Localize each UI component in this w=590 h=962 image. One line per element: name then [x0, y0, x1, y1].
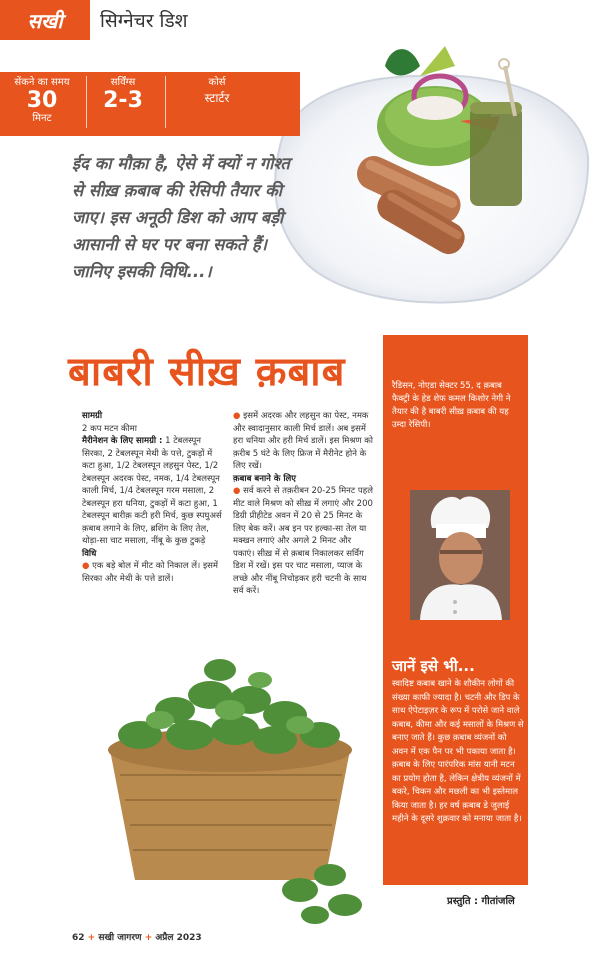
ingredients-heading: सामग्री	[82, 411, 103, 421]
page-number: 62	[72, 933, 85, 943]
tip-body: स्वादिष्ट कबाब खाने के शौकीन लोगों की संख्या काफी ज्यादा है। चटनी और डिप के साथ ऐपेटाइज़र के रूप में परोसे जाने वाले कबाब, कीमा और कई मसालों के मिश्रण से बनाए जाते हैं। कुछ क़बाब व्यंजनों को अवन में एक पैन पर भी पकाया जाता है। क़बाब के लिए पारंपरिक मांस यानी मटन का प्रयोग होता है, लेकिन क्षेत्रीय व्यंजनों में बकरे, चिकन और मछली का भी इस्तेमाल किया जाता है। हर वर्ष क़बाब डे जुलाई महीने के दूसरे शुक्रवार को मनाया जाता है।	[392, 679, 524, 824]
magazine-logo: सखी	[0, 0, 90, 40]
method-step-1: एक बड़े बोल में मीट को निकाल लें। इसमें सिरका और मेथी के पत्ते डालें।	[82, 561, 218, 584]
cooking-time-unit: मिनट	[32, 113, 52, 124]
intro-text: ईद का मौक़ा है, ऐसे में क्यों न गोश्त से सीख़ क़बाब की रेसिपी तैयार की जाए। इस अनूठी डिश को आप बड़ी आसानी से घर पर बना सकते हैं। जानिए इसकी विधि...।	[72, 154, 290, 281]
fenugreek-basket-photo	[80, 640, 380, 930]
cooking-time-label: सेंकने का समय	[14, 77, 70, 88]
bullet-icon: ●	[233, 486, 241, 496]
dish-title: बाबरी सीख़ क़बाब	[68, 349, 346, 395]
section-title: सिग्नेचर डिश	[100, 10, 188, 32]
chef-photo	[410, 490, 510, 620]
kebab-heading: क़बाब बनाने के लिए	[233, 473, 296, 484]
tip-heading: जानें इसे भी...	[392, 657, 475, 675]
method-step-2: इसमें अदरक और लहसुन का पेस्ट, नमक और स्वादानुसार काली मिर्च डालें। अब इसमें हरा धनिया और हरी मिर्च डालें। इस मिश्रण को क़रीब 5 घंटे के लिए फ्रिज में मैरीनेट होने के लिए रखें।	[233, 411, 373, 471]
cooking-time-cell	[4, 76, 80, 125]
servings-cell	[90, 76, 156, 113]
recipe-info-band	[0, 72, 300, 136]
recipe-column-1	[82, 410, 224, 585]
kebab-plate-photo	[270, 36, 590, 306]
marination-text: 1 टेबलस्पून सिरका, 2 टेबलस्पून मेथी के पत्ते, टुकड़ों में कटा हुआ, 1/2 टेबलस्पून लहसुन पेस्ट, 1/2 टेबलस्पून अदरक पेस्ट, नमक, 1/4 टेबलस्पून काली मिर्च, 1/4 टेबलस्पून गरम मसाला, 2 टेबलस्पून हरा धनिया, टुकड़ों में कटा हुआ, 1 टेबलस्पून बारीक़ कटी हरी मिर्च, कुछ स्पघुअर्स क़बाब लगाने के लिए, ब्रशिंग के लिए तेल, थोड़ा-सा चाट मसाला, नींबू के कुछ टुकड़े	[82, 436, 222, 546]
servings-label: सर्विंग्स	[110, 77, 136, 88]
method-step-3: सर्व करने से तक़रीबन 20-25 मिनट पहले मीट वाले मिश्रण को सीख़ में लगाएं और 200 डिग्री प्रीहीटेड अवन में 20 से 25 मिनट के लिए बेक करें। अब इन पर हल्का-सा तेल या मक्खन लगाएं और अगले 2 मिनट और पकाएं। सीख़ में से क़बाब निकालकर सर्विंग डिश में रखें। इस पर चाट मसाला, प्याज के लच्छे और नींबू निचोड़कर हरी चटनी के साथ सर्व करें।	[233, 486, 373, 596]
marination-heading: मैरीनेशन के लिए सामग्री :	[82, 436, 163, 446]
method-heading: विधि	[82, 548, 97, 559]
info-divider	[165, 76, 166, 128]
ingredients-text: 2 कप मटन कीमा	[82, 423, 137, 434]
course-label: कोर्स	[208, 77, 226, 88]
bullet-icon: ●	[233, 411, 241, 421]
cooking-time-value: 30	[26, 88, 58, 113]
presented-by: प्रस्तुति : गीतांजलि	[447, 896, 515, 907]
course-cell	[172, 76, 262, 107]
magazine-name: सखी जागरण	[98, 933, 142, 943]
issue-date: अप्रैल 2023	[155, 933, 202, 943]
chef-credit: रैडिसन, नोएडा सेक्टर 55, द क़बाब फैक्ट्री के हेड शेफ कमल किशोर नेगी ने तैयार की है बाबरी सीख़ क़बाब की यह उम्दा रेसिपी।	[392, 381, 511, 430]
course-value: स्टार्टर	[204, 91, 230, 105]
recipe-column-2	[233, 410, 375, 598]
info-divider	[86, 76, 87, 128]
page-footer: 62 + सखी जागरण + अप्रैल 2023	[72, 933, 202, 943]
bullet-icon: ●	[82, 561, 90, 571]
servings-value: 2-3	[103, 88, 143, 113]
